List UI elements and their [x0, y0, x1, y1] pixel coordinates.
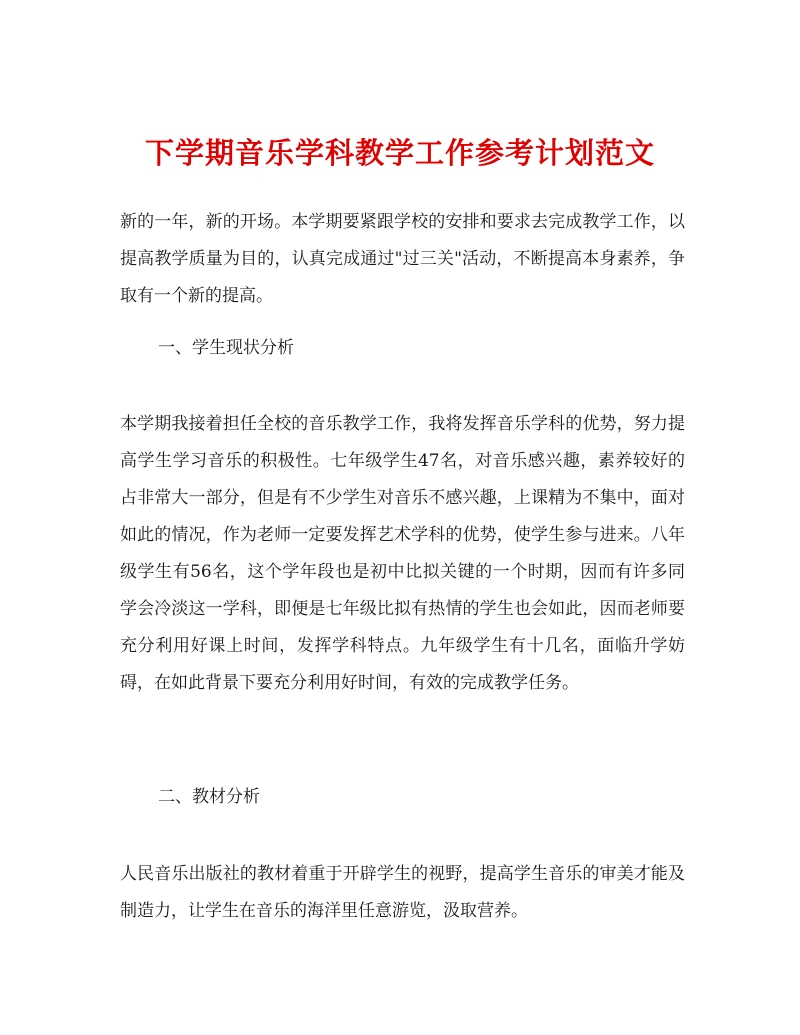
section-heading-student-analysis: 一、学生现状分析 — [158, 338, 294, 358]
document-title: 下学期音乐学科教学工作参考计划范文 — [144, 136, 655, 171]
student-analysis-paragraph: 本学期我接着担任全校的音乐教学工作，我将发挥音乐学科的优势，努力提高学生学习音乐的积极性。七年级学生47名，对音乐感兴趣，素养较好的占非常大一部分，但是有不少学生对音乐不感兴趣，上课精为不集中，面对如此的情况，作为老师一定要发挥艺术学科的优势，使学生参与进来。八年级学生有56名，这个学年段也是初中比拟关键的一个时期，因而有许多同学会冷淡这一学科，即便是七年级比拟有热情的学生也会如此，因而老师要充分利用好课上时间，发挥学科特点。九年级学生有十几名，面临升学妨碍，在如此背景下要充分利用好时间，有效的完成教学任务。 — [120, 414, 685, 693]
section-heading-textbook-analysis: 二、教材分析 — [158, 787, 260, 807]
intro-paragraph: 新的一年，新的开场。本学期要紧跟学校的安排和要求去完成教学工作，以提高教学质量为目的，认真完成通过"过三关"活动，不断提高本身素养，争取有一个新的提高。 — [120, 212, 685, 306]
textbook-analysis-paragraph: 人民音乐出版社的教材着重于开辟学生的视野，提高学生音乐的审美才能及制造力，让学生在音乐的海洋里任意游览，汲取营养。 — [120, 864, 685, 921]
